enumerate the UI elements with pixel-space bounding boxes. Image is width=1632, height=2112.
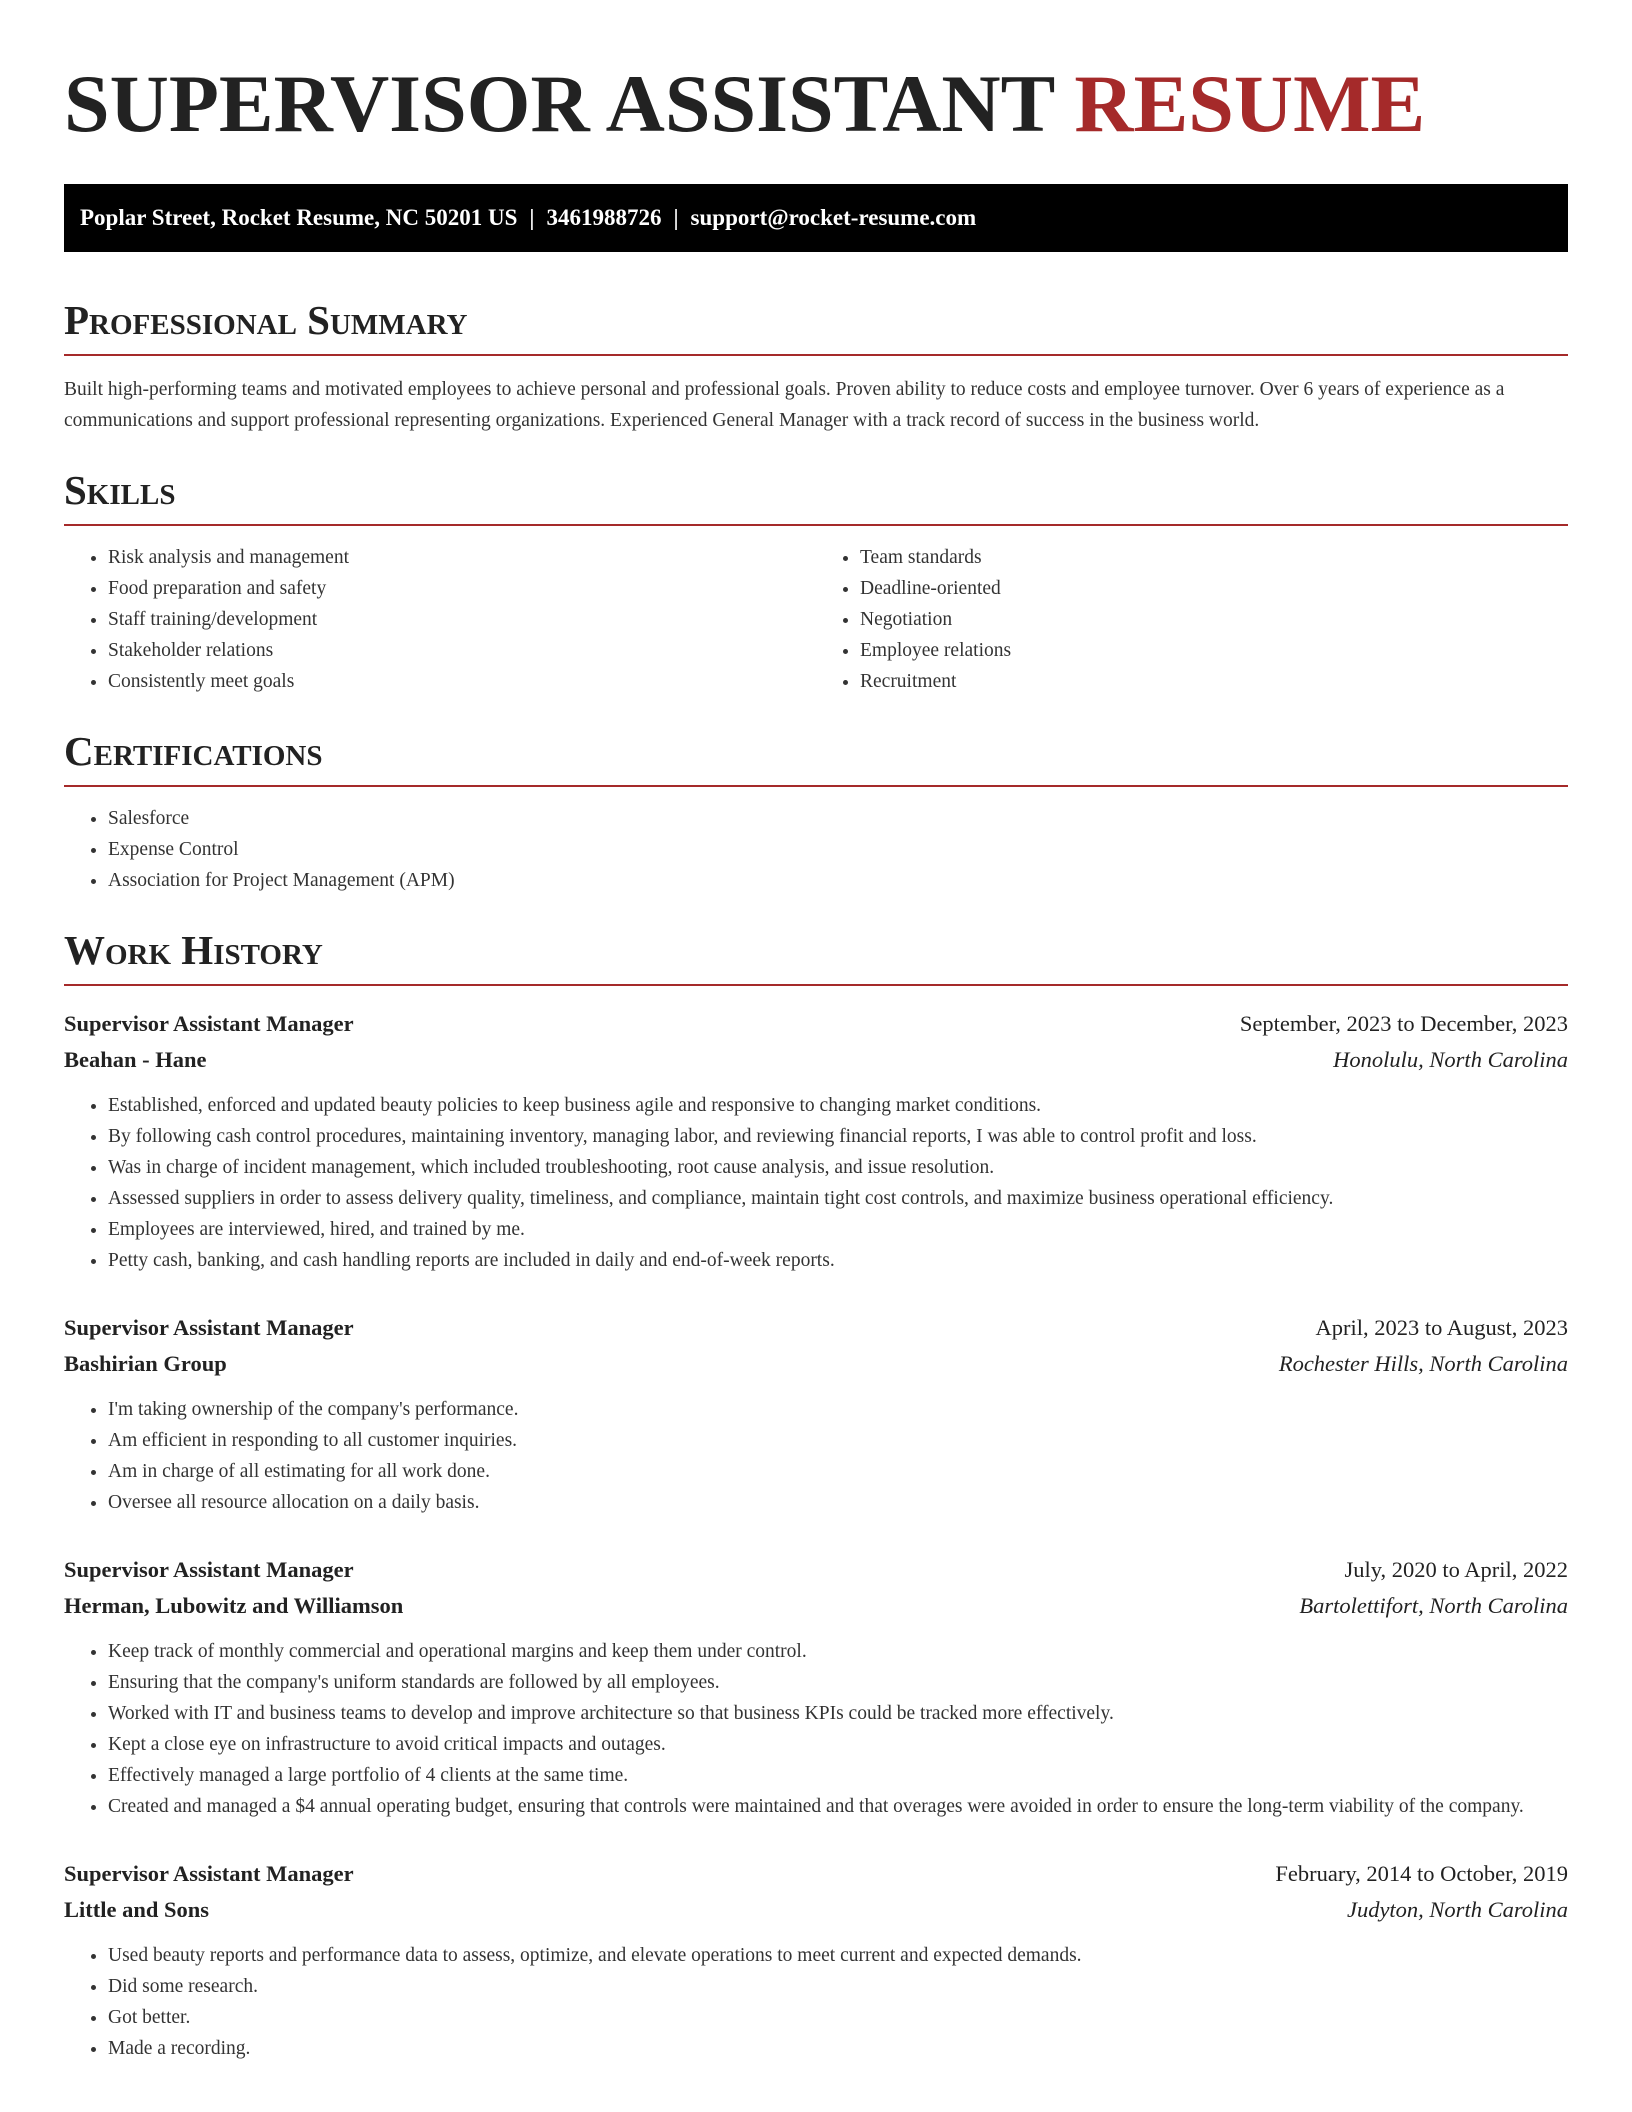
skills-grid — [64, 542, 1568, 697]
resume-title — [64, 0, 1568, 150]
job-dates: July, 2020 to April, 2022 — [1344, 1557, 1568, 1582]
job-bullet: • Made a recording. — [108, 2033, 1568, 2064]
job-bullets — [64, 1090, 1568, 1276]
certification-item: • Expense Control — [108, 834, 1568, 865]
job-location: Judyton, North Carolina — [1346, 1897, 1568, 1922]
job-bullet: • Effectively managed a large portfolio of 4 clients at the same time. — [108, 1760, 1568, 1791]
skill-item: • Stakeholder relations — [108, 635, 816, 666]
skills-heading: Skills — [64, 466, 1568, 526]
work-history-heading: Work History — [64, 926, 1568, 986]
job-title: Supervisor Assistant Manager — [64, 1315, 354, 1340]
job-bullet: • Employees are interviewed, hired, and trained by me. — [108, 1214, 1568, 1245]
skill-item: • Team standards — [860, 542, 1568, 573]
job-bullet: • Am in charge of all estimating for all work done. — [108, 1456, 1568, 1487]
certification-item: • Association for Project Management (APM) — [108, 865, 1568, 896]
summary-heading: Professional Summary — [64, 296, 1568, 356]
job-bullet: • Used beauty reports and performance data to assess, optimize, and elevate operations to meet current and expected demands. — [108, 1940, 1568, 1971]
job-bullet: • Kept a close eye on infrastructure to avoid critical impacts and outages. — [108, 1729, 1568, 1760]
job-dates: September, 2023 to December, 2023 — [1239, 1011, 1568, 1036]
certifications-heading: Certifications — [64, 727, 1568, 787]
job-bullet: • Keep track of monthly commercial and operational margins and keep them under control. — [108, 1636, 1568, 1667]
skill-item: • Consistently meet goals — [108, 666, 816, 697]
skill-item: • Negotiation — [860, 604, 1568, 635]
contact-bar — [64, 184, 1568, 252]
title-main: SUPERVISOR ASSISTANT — [64, 58, 1054, 149]
skill-item: • Deadline-oriented — [860, 573, 1568, 604]
job-bullet: • Did some research. — [108, 1971, 1568, 2002]
certifications-list — [64, 803, 1568, 896]
job-bullet: • Worked with IT and business teams to develop and improve architecture so that business KPIs could be tracked more effectively. — [108, 1698, 1568, 1729]
job-bullets — [64, 1636, 1568, 1822]
job-company: Little and Sons — [64, 1897, 210, 1922]
certification-item: • Salesforce — [108, 803, 1568, 834]
job-title: Supervisor Assistant Manager — [64, 1557, 354, 1582]
skill-item: • Staff training/development — [108, 604, 816, 635]
job-bullet: • Got better. — [108, 2002, 1568, 2033]
job-location: Bartolettifort, North Carolina — [1299, 1593, 1568, 1618]
job-entry — [64, 1310, 1568, 1518]
job-bullet: • Assessed suppliers in order to assess delivery quality, timeliness, and compliance, maintain tight cost controls, and maximize business operational efficiency. — [108, 1183, 1568, 1214]
job-bullet: • Established, enforced and updated beauty policies to keep business agile and responsive to changing market conditions. — [108, 1090, 1568, 1121]
title-accent: RESUME — [1074, 58, 1426, 149]
job-entry — [64, 1006, 1568, 1276]
job-entry — [64, 1552, 1568, 1822]
skills-list-left — [64, 542, 816, 697]
job-header-row — [64, 1552, 1568, 1588]
job-bullets — [64, 1940, 1568, 2064]
job-bullet: • Oversee all resource allocation on a daily basis. — [108, 1487, 1568, 1518]
skill-item: • Risk analysis and management — [108, 542, 816, 573]
job-entry — [64, 1856, 1568, 2064]
job-title: Supervisor Assistant Manager — [64, 1011, 354, 1036]
job-bullet: • Ensuring that the company's uniform standards are followed by all employees. — [108, 1667, 1568, 1698]
contact-phone[interactable]: 3461988726 — [546, 205, 662, 230]
job-header-row — [64, 1310, 1568, 1346]
job-title: Supervisor Assistant Manager — [64, 1861, 354, 1886]
job-dates: February, 2014 to October, 2019 — [1275, 1861, 1568, 1886]
job-bullet: • Petty cash, banking, and cash handling reports are included in daily and end-of-week reports. — [108, 1245, 1568, 1276]
contact-separator: | — [673, 205, 679, 230]
job-company-row — [64, 1892, 1568, 1928]
job-bullet: • Created and managed a $4 annual operating budget, ensuring that controls were maintained and that overages were avoided in order to ensure the long-term viability of the company. — [108, 1791, 1568, 1822]
job-location: Honolulu, North Carolina — [1333, 1047, 1568, 1072]
job-company: Bashirian Group — [64, 1351, 227, 1376]
job-company: Beahan - Hane — [64, 1047, 207, 1072]
skills-list-right — [816, 542, 1568, 697]
job-company: Herman, Lubowitz and Williamson — [64, 1593, 404, 1618]
contact-email[interactable]: support@rocket-resume.com — [690, 205, 977, 230]
skill-item: • Food preparation and safety — [108, 573, 816, 604]
job-bullet: • Am efficient in responding to all customer inquiries. — [108, 1425, 1568, 1456]
skill-item: • Employee relations — [860, 635, 1568, 666]
job-header-row — [64, 1856, 1568, 1892]
skill-item: • Recruitment — [860, 666, 1568, 697]
job-header-row — [64, 1006, 1568, 1042]
job-bullets — [64, 1394, 1568, 1518]
job-company-row — [64, 1346, 1568, 1382]
job-company-row — [64, 1042, 1568, 1078]
job-bullet: • By following cash control procedures, maintaining inventory, managing labor, and reviewing financial reports, I was able to control profit and loss. — [108, 1121, 1568, 1152]
job-bullet: • I'm taking ownership of the company's performance. — [108, 1394, 1568, 1425]
job-company-row — [64, 1588, 1568, 1624]
job-bullet: • Was in charge of incident management, which included troubleshooting, root cause analysis, and issue resolution. — [108, 1152, 1568, 1183]
job-location: Rochester Hills, North Carolina — [1278, 1351, 1568, 1376]
summary-text: Built high-performing teams and motivated employees to achieve personal and professional goals. Proven ability to reduce costs and employee turnover. Over 6 years of experience as a communications and support professional representing organizations. Experienced General Manager with a track record of success in the business world. — [64, 379, 1505, 431]
contact-address: Poplar Street, Rocket Resume, NC 50201 US — [80, 205, 518, 230]
job-dates: April, 2023 to August, 2023 — [1315, 1315, 1568, 1340]
contact-separator: | — [529, 205, 535, 230]
